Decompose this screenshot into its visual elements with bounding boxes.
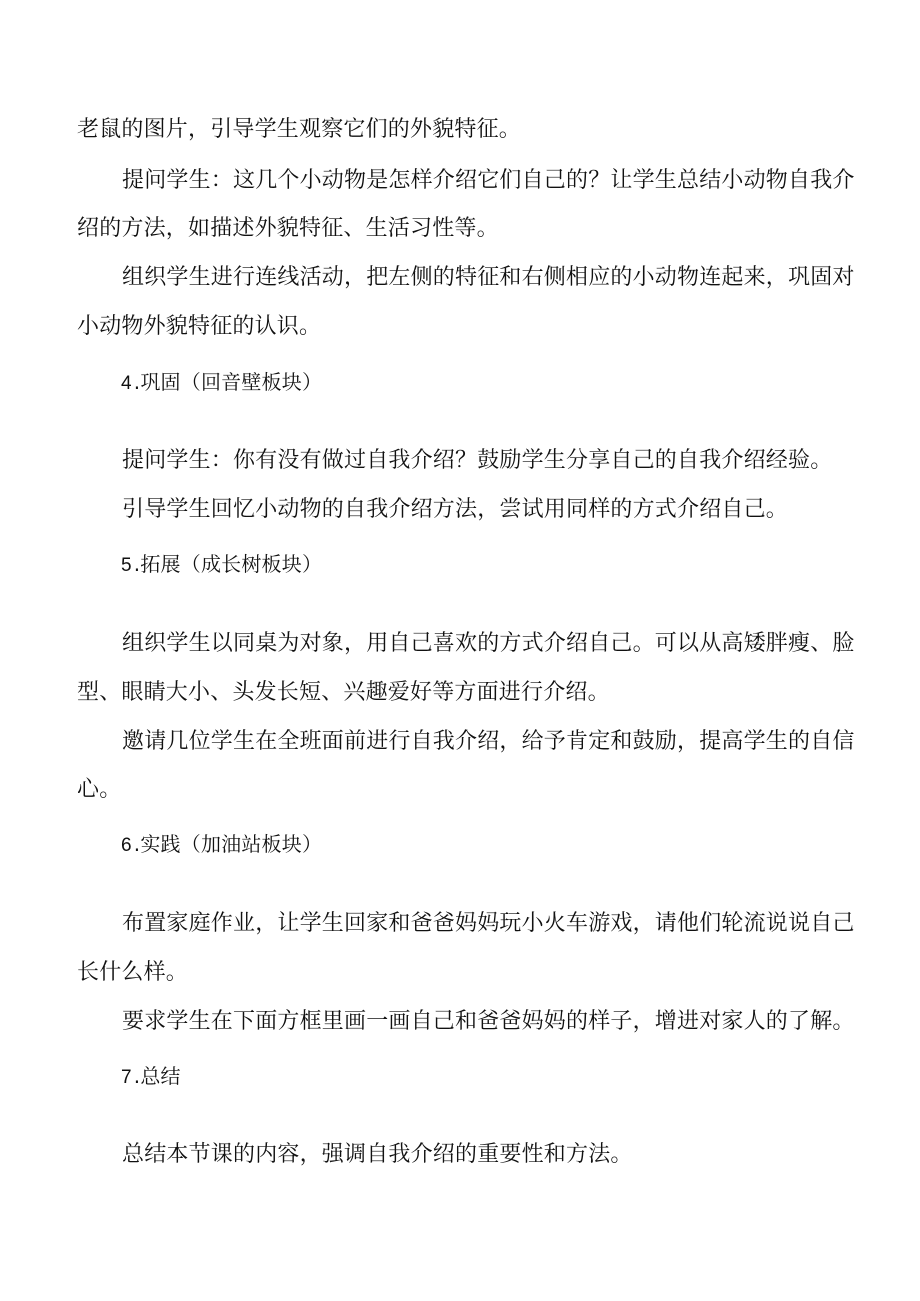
paragraph-line: 邀请几位学生在全班面前进行自我介绍，给予肯定和鼓励，提高学生的自信 bbox=[122, 729, 855, 754]
section-heading bbox=[0, 364, 322, 400]
section-number: 7 bbox=[121, 1067, 132, 1088]
section-number: 5 bbox=[121, 555, 132, 576]
paragraph-line: 心。 bbox=[77, 777, 122, 802]
paragraph-line: 小动物外貌特征的认识。 bbox=[77, 314, 322, 339]
paragraph-line: 引导学生回忆小动物的自我介绍方法，尝试用同样的方式介绍自己。 bbox=[122, 497, 789, 522]
paragraph-line: 提问学生：这几个小动物是怎样介绍它们自己的？让学生总结小动物自我介 bbox=[122, 168, 855, 193]
section-title: .实践（加油站板块） bbox=[133, 832, 323, 856]
paragraph-line: 型、眼睛大小、头发长短、兴趣爱好等方面进行介绍。 bbox=[77, 680, 610, 705]
section-heading bbox=[0, 1058, 181, 1094]
section-number: 4 bbox=[121, 373, 132, 394]
paragraph-line: 组织学生以同桌为对象，用自己喜欢的方式介绍自己。可以从高矮胖瘦、脸 bbox=[122, 631, 855, 656]
paragraph-line: 要求学生在下面方框里画一画自己和爸爸妈妈的样子，增进对家人的了解。 bbox=[122, 1009, 855, 1034]
paragraph-line: 布置家庭作业，让学生回家和爸爸妈妈玩小火车游戏，请他们轮流说说自己 bbox=[122, 911, 855, 936]
paragraph-line: 总结本节课的内容，强调自我介绍的重要性和方法。 bbox=[122, 1142, 633, 1167]
section-title: .巩固（回音壁板块） bbox=[133, 370, 323, 394]
paragraph-line: 老鼠的图片，引导学生观察它们的外貌特征。 bbox=[77, 117, 522, 142]
section-number: 6 bbox=[121, 835, 132, 856]
paragraph-line: 长什么样。 bbox=[77, 960, 189, 985]
section-title: .总结 bbox=[133, 1064, 181, 1088]
paragraph-line: 组织学生进行连线活动，把左侧的特征和右侧相应的小动物连起来，巩固对 bbox=[122, 265, 855, 290]
section-heading bbox=[0, 826, 322, 862]
section-title: .拓展（成长树板块） bbox=[133, 552, 323, 576]
paragraph-line: 绍的方法，如描述外貌特征、生活习性等。 bbox=[77, 216, 499, 241]
section-heading bbox=[0, 546, 322, 582]
paragraph-line: 提问学生：你有没有做过自我介绍？鼓励学生分享自己的自我介绍经验。 bbox=[122, 448, 833, 473]
